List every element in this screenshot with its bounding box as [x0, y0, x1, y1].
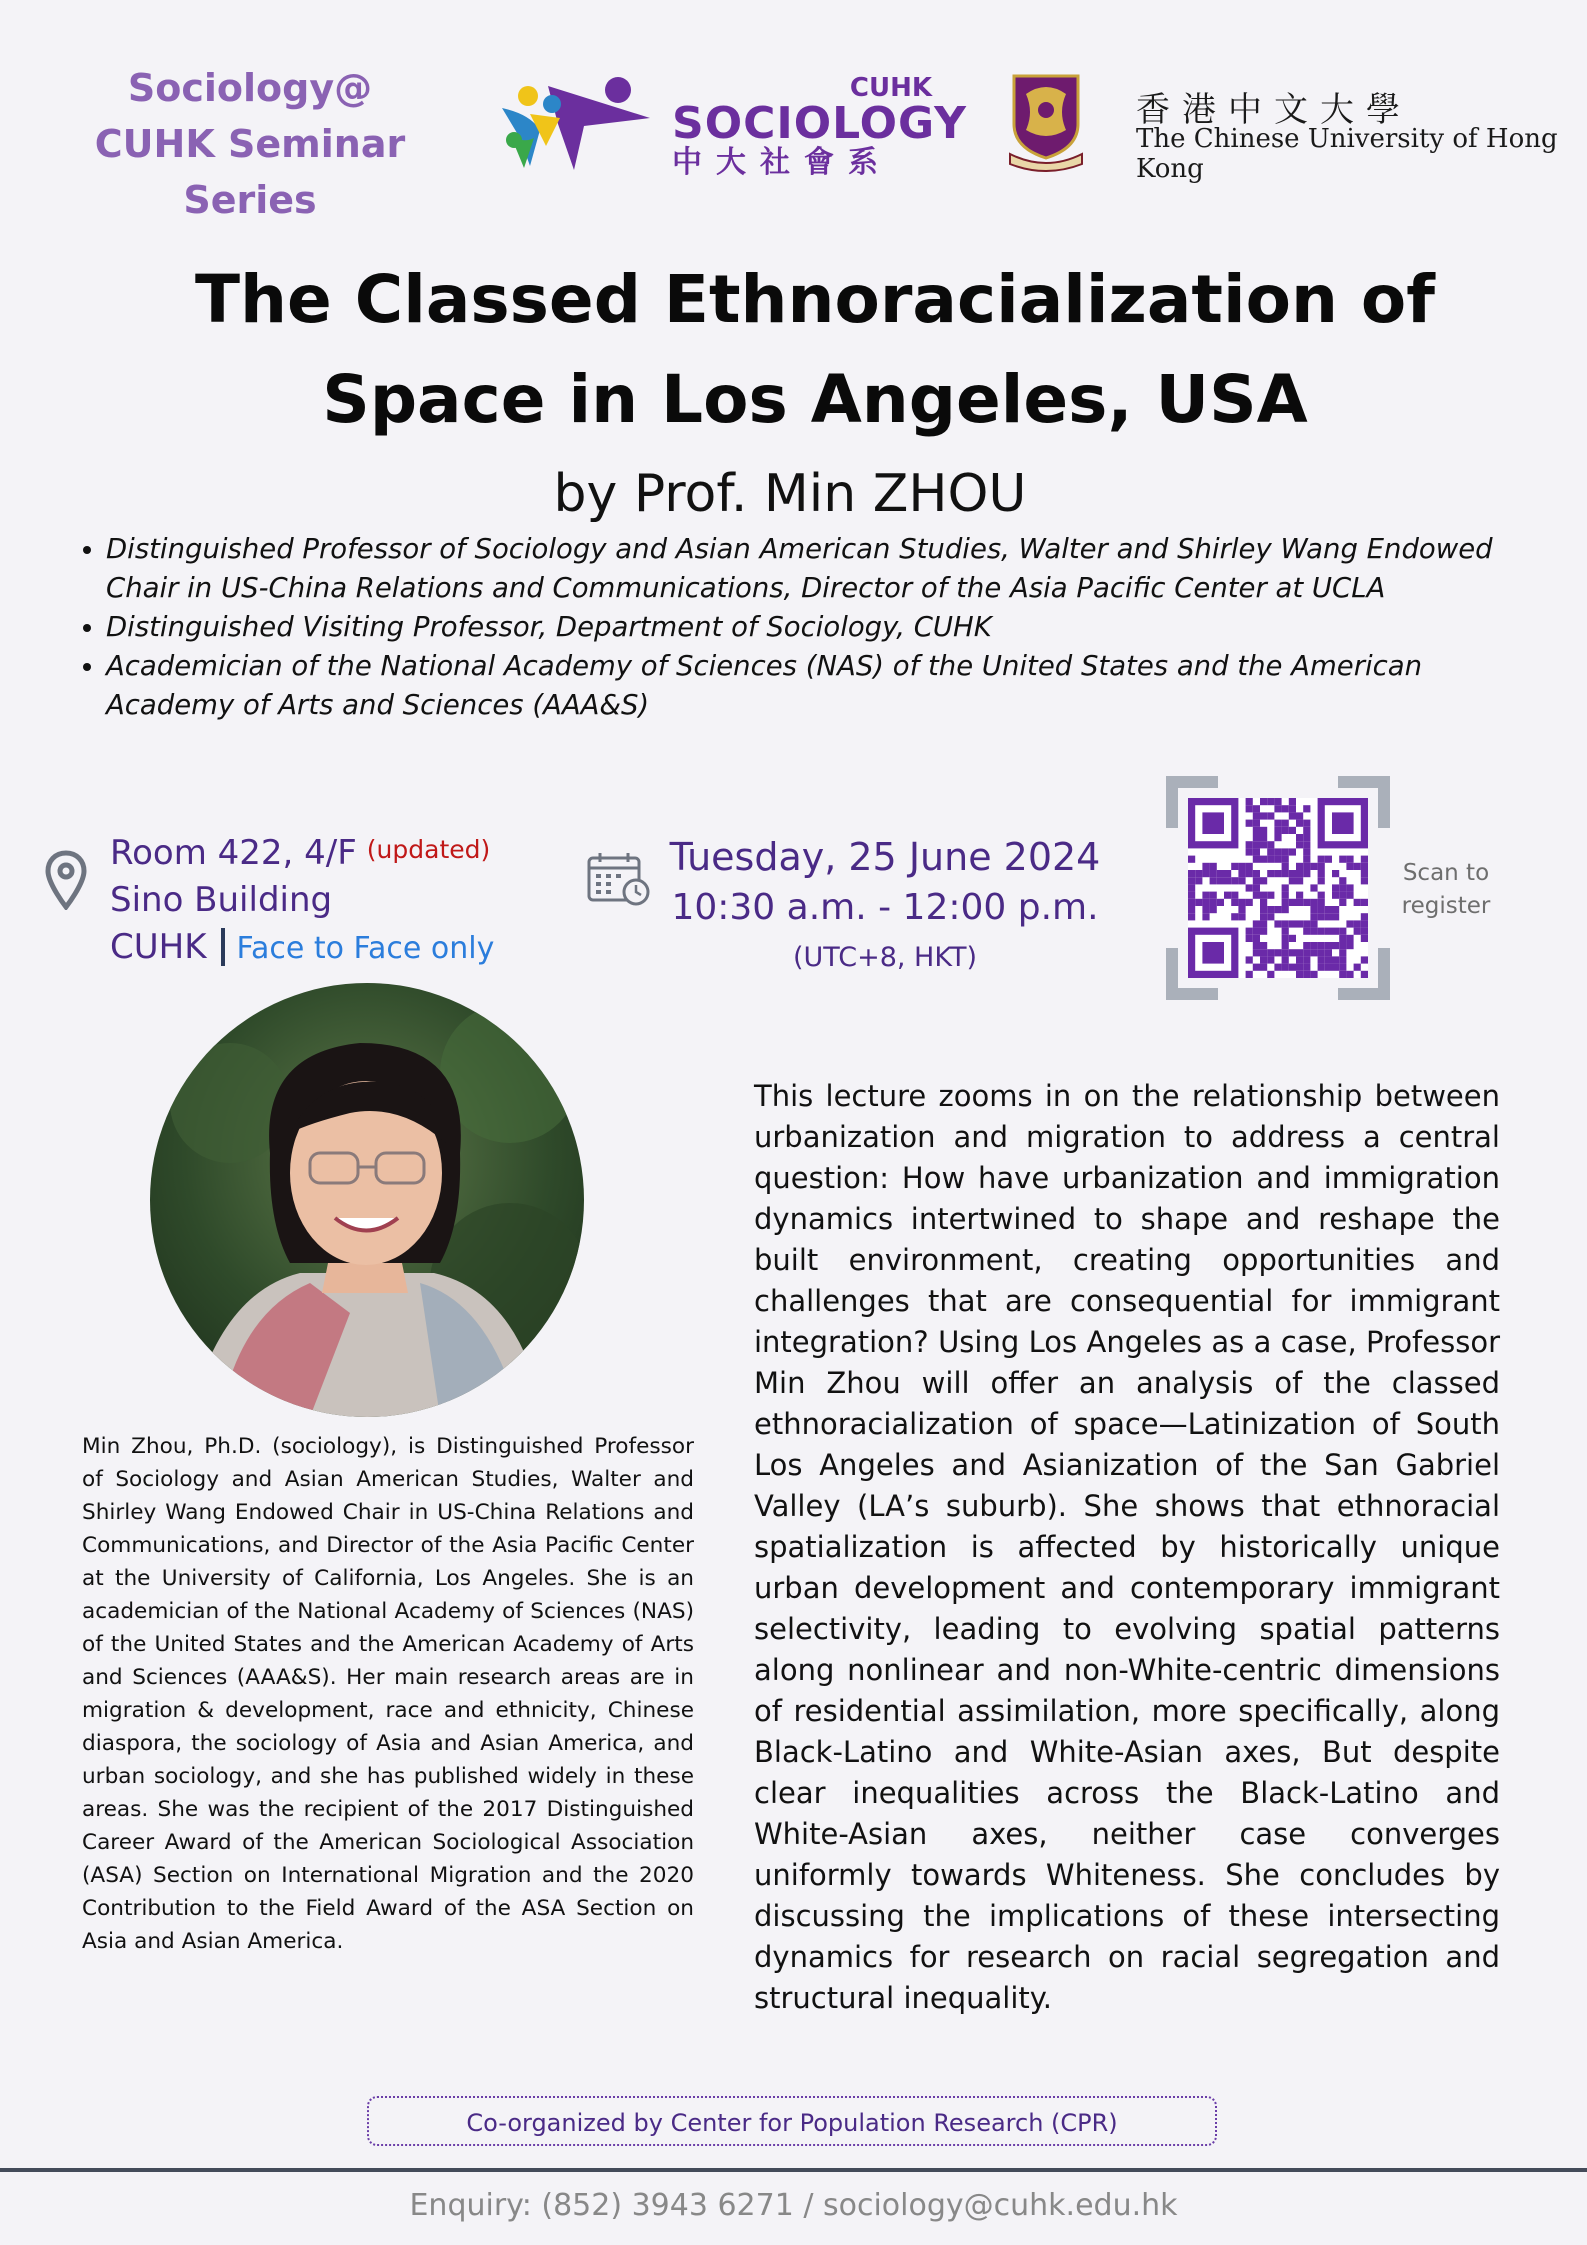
speaker-byline: by Prof. Min ZHOU — [553, 464, 1027, 524]
event-timezone: (UTC+8, HKT) — [793, 942, 977, 973]
footer-divider — [0, 2168, 1587, 2172]
lecture-abstract: This lecture zooms in on the relationship between urbanization and migration to address a central question: How have urbanization and immigration dynamics intertwined to shape and reshape the built environment, creating opportunities and challenges that are consequential for immigrant integration? Using Los Angeles as a case, Professor Min Zhou will offer an analysis of the classed ethnoracialization of space—Latinization of South Los Angeles and Asianization of the San Gabriel Valley (LA’s suburb). She shows that ethnoracial spatialization is affected by historically unique urban development and contemporary immigrant selectivity, leading to evolving spatial patterns along nonlinear and non-White-centric dimensions of residential assimilation, more specifically, along Black-Latino and White-Asian axes, But despite clear inequalities across the Black-Latino and White-Asian axes, neither case converges uniformly towards Whiteness. She concludes by discussing the implications of these intersecting dynamics for research on racial segregation and structural inequality. — [754, 1079, 1500, 2015]
university-name-english: The Chinese University of Hong Kong — [1136, 124, 1558, 184]
scan-line-1: Scan to — [1402, 860, 1490, 886]
co-organizer-box: Co-organized by Center for Population Research (CPR) — [367, 2096, 1217, 2146]
credential-item: • Distinguished Professor of Sociology and Asian American Studies, Walter and Shirley Wang Endowed Chair in US-China Relations and Communications, Director of the Asia Pacific Center at UCLA — [106, 530, 1546, 608]
location-pin-icon — [44, 850, 88, 910]
enquiry-contact: Enquiry: (852) 3943 6271 / sociology@cuhk.edu.hk — [409, 2188, 1178, 2223]
venue-separator — [221, 928, 225, 966]
venue-updated-note: (updated) — [366, 835, 491, 864]
dept-logo-cuhk: CUHK — [849, 73, 932, 103]
scan-line-2: register — [1401, 893, 1491, 919]
venue-info — [110, 826, 494, 972]
qr-code[interactable] — [1166, 776, 1390, 1000]
university-crest — [1004, 72, 1088, 172]
event-time: 10:30 a.m. - 12:00 p.m. — [671, 887, 1099, 928]
venue-room: Room 422, 4/F — [110, 833, 357, 873]
attendance-mode: Face to Face only — [236, 931, 495, 966]
calendar-clock-icon — [586, 850, 652, 906]
credential-item: • Distinguished Visiting Professor, Department of Sociology, CUHK — [106, 608, 1546, 647]
speaker-photo — [150, 983, 584, 1417]
scan-to-register — [1396, 857, 1496, 923]
university-name-chinese: 香港中文大學 — [1136, 90, 1412, 130]
seminar-series-title — [30, 60, 470, 228]
dept-logo-chinese: 中大社會系 — [672, 145, 892, 180]
speaker-credentials — [78, 530, 1546, 725]
series-line-2: CUHK Seminar Series — [94, 122, 406, 222]
series-line-1: Sociology@ — [127, 66, 373, 110]
figures-logo — [500, 74, 650, 174]
title-line-2: Space in Los Angeles, USA — [322, 361, 1308, 438]
dept-logo-sociology: SOCIOLOGY — [672, 98, 968, 149]
title-line-1: The Classed Ethnoracialization of — [195, 261, 1435, 338]
speaker-bio: Min Zhou, Ph.D. (sociology), is Distinguished Professor of Sociology and Asian American Studies, Walter and Shirley Wang Endowed Chair in US-China Relations and Communications, and Director of the Asia Pacific Center at the University of California, Los Angeles. She is an academician of the National Academy of Sciences (NAS) of the United States and the American Academy of Arts and Sciences (AAA&S). Her main research areas are in migration & development, race and ethnicity, Chinese diaspora, the sociology of Asia and Asian America, and urban sociology, and she has published widely in these areas. She was the recipient of the 2017 Distinguished Career Award of the American Sociological Association (ASA) Section on International Migration and the 2020 Contribution to the Field Award of the ASA Section on Asia and Asian America. — [82, 1434, 694, 1954]
event-date: Tuesday, 25 June 2024 — [669, 835, 1101, 879]
credential-item: • Academician of the National Academy of Sciences (NAS) of the United States and the American Academy of Arts and Sciences (AAA&S) — [106, 647, 1546, 725]
seminar-title — [45, 250, 1585, 450]
department-logo — [672, 73, 968, 180]
venue-building: Sino Building — [110, 880, 333, 920]
event-schedule — [650, 832, 1120, 982]
venue-campus: CUHK — [110, 927, 207, 967]
